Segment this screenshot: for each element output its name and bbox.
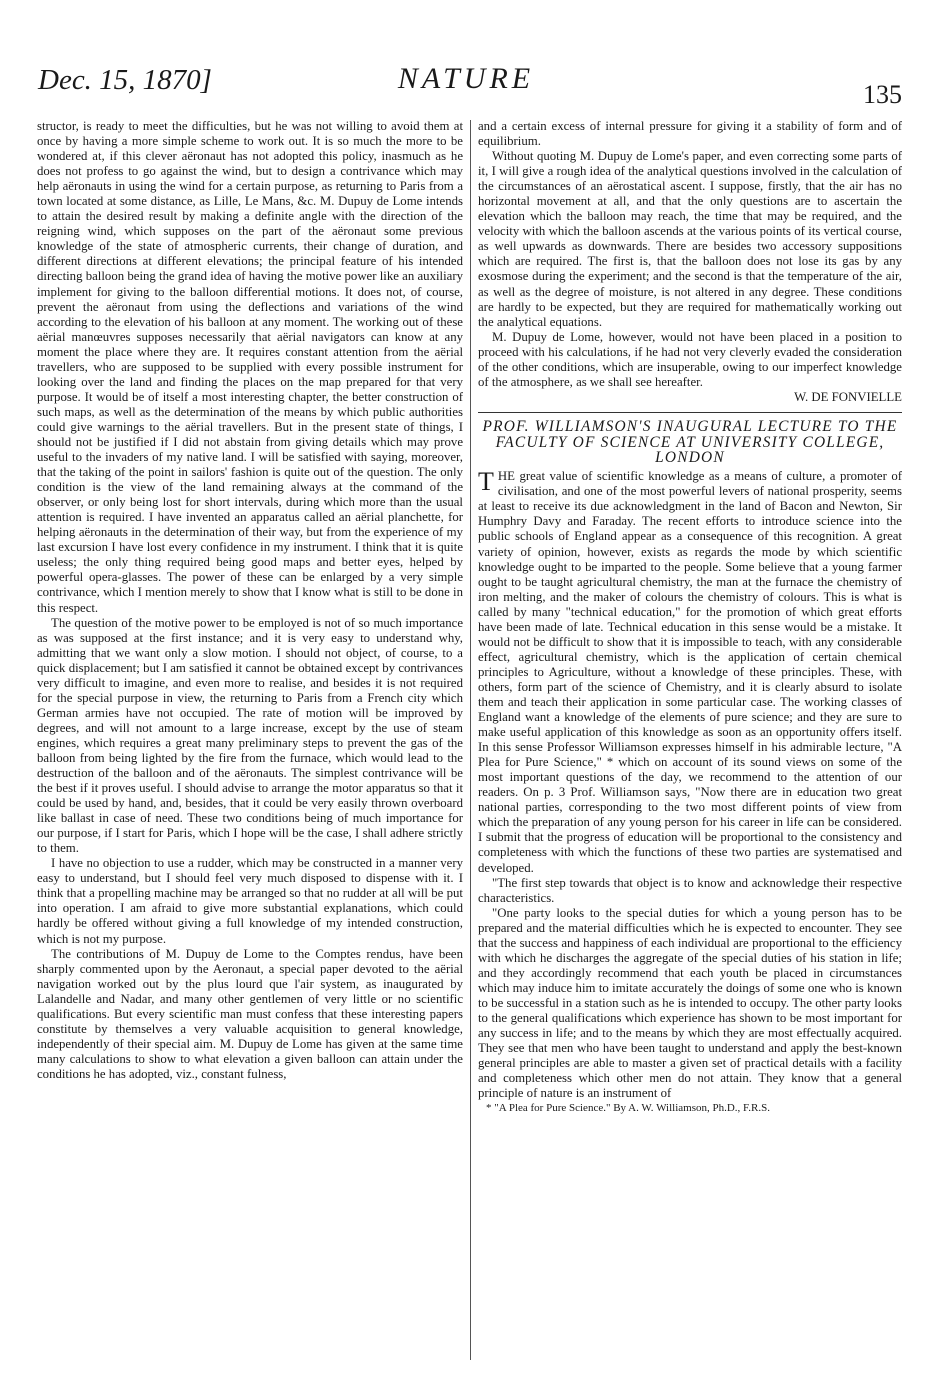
paragraph: "One party looks to the special duties for which a young person has to be prepared and the material difficulties which he is expected to encounter. They see that the success and happiness of each individual are proportional to the efficiency with which he discharges the aggregate of the special duties of his station in life; and they accordingly recommend that each youth be placed in circumstances which may induce him to imitate accurately the doings of some one who is known to be successful in a station such as he is intended to occupy. The other party looks to the general qualifications which experience has shown to be most important for any success in life; and to the means by which they are most effectually acquired. They see that men who have been taught to understand and apply the best-known general principles are able to master a given set of practical details with a facility and completeness which other men do not attain. They know that a general principle of nature is an instrument of — [478, 905, 902, 1101]
paragraph: M. Dupuy de Lome, however, would not have been placed in a position to proceed with his calculations, if he had not very cleverly evaded the consideration of the other conditions, which are insuperable, owing to our imperfect knowledge of the atmosphere, as we shall see hereafter. — [478, 329, 902, 389]
author-signature: W. DE FONVIELLE — [794, 389, 902, 404]
paragraph: structor, is ready to meet the difficulties, but he was not willing to avoid them at once by having a more simple scheme to work out. It is so much the more to be wondered at, if this clever aëronaut has not adopted this policy, inasmuch as he does not profess to go against the wind, but to design a contrivance which may help aëronauts in using the wind for a certain purpose, as returning to Paris from a town located at some distance, as Lille, Le Mans, &c. M. Dupuy de Lome intends to attain the desired result by making a definite angle with the direction of the reigning wind, which supposes on the part of the aëronaut some previous knowledge of the state of atmospheric currents, their change of duration, and different directions at different elevations; the principal feature of his intended directing balloon being the grand idea of having the motive power like an auxiliary implement for giving to the balloon differential motions. It does not, of course, prevent the aëronaut from using the deflections and variations of the wind according to the elevation of his balloon at any moment. The working out of these aërial manœuvres supposes necessarily that aërial navigators can know at any moment the place where they are. It requires constant attention from the aërial travellers, who are supposed to be supplied with every possible instrument for looking over the land and finding the places on the map prepared for that very purpose. It would be of itself a most interesting chapter, the better construction of such maps, as well as the determination of the means by which public authorities could give warnings to the aërial travellers. But in the present state of things, I should not be justified if I did not abstain from giving details which may prove useful to the invaders of my native land. I will be satisfied with saying, moreover, that the taking of the point in sailors' fashion is quite out of the question. The only condition is the view of the land remaining always at the command of the observer, or only being lost for short intervals, during which more than the usual attention is required. I have invented an apparatus called an aërial planchette, for helping aëronauts in the determination of their way, but from the experience of my last excursion I have lost every confidence in my instrument. I think that it is quite useless; the only thing required being good maps and better eyes, helped by powerful opera-glasses. The power of these can be enlarged by a very simple contrivance, which I mention merely to show that I know what is still to be done in this respect. — [37, 119, 463, 615]
paragraph: and a certain excess of internal pressure for giving it a stability of form and of equilibrium. — [478, 119, 902, 149]
paragraph: "The first step towards that object is to know and acknowledge their respective characteristics. — [478, 875, 902, 905]
drop-cap: T — [478, 467, 494, 497]
left-column — [37, 119, 463, 1369]
paragraph — [478, 469, 902, 875]
article-title: PROF. WILLIAMSON'S INAUGURAL LECTURE TO THE FACULTY OF SCIENCE AT UNIVERSITY COLLEGE, LONDON — [482, 417, 898, 467]
right-column — [478, 119, 902, 1369]
paragraph: The contributions of M. Dupuy de Lome to the Comptes rendus, have been sharply commented upon by the Aeronaut, a special paper devoted to the aërial navigation worked out by the plus lourd que l'air system, as inaugurated by Lalandelle and Nadar, and many other gentlemen of very little or no scientific qualifications. But every scientific man must confess that these interesting papers constitute by themselves a very valuable acquisition to general knowledge, independently of their special aim. M. Dupuy de Lome has given at the same time many calculations to show to what elevation a given balloon can attain under the conditions he has adopted, viz., constant fulness, — [37, 946, 463, 1081]
column-divider — [470, 120, 471, 1360]
paragraph: I have no objection to use a rudder, which may be constructed in a manner very easy to understand, but I should feel very much disposed to dispense with it. I think that a propelling machine may be arranged so that no rudder at all will be put into operation. I am afraid to give more substantial explanations, which could hardly be offered without giving a full knowledge of my intended construction, which is not my purpose. — [37, 856, 463, 946]
journal-title: NATURE — [397, 62, 535, 95]
footnote: * "A Plea for Pure Science." By A. W. Williamson, Ph.D., F.R.S. — [486, 1102, 770, 1115]
paragraph: The question of the motive power to be employed is not of so much importance as was supposed at the first instance; and it is very easy to understand why, admitting that we want only a slow motion. I should not object, of course, to a quick displacement; but I am satisfied it cannot be obtained except by contrivances very difficult to imagine, and even more to realise, and besides it is not required for the special purpose in view, the returning to Paris from a French city which German armies have not occupied. The rate of motion will be improved by degrees, and will not amount to a large increase, except by the use of steam engines, which requires a great many preliminary steps to prevent the gas of the balloon from being lighted by the fire from the furnace, which would lead to the destruction of the balloon and of the aëronauts. The simplest contrivance will be the best if it proves useful. I should advise to arrange the motor apparatus so that it could be used by hand, and, besides, that it could be very easily thrown overboard like ballast in case of need. These two conditions being of much importance for our purpose, if I start for Paris, which I hope will be the case, I shall adhere strictly to them. — [37, 615, 463, 856]
page-number: 135 — [863, 80, 902, 109]
issue-date: Dec. 15, 1870] — [38, 64, 212, 96]
paragraph-text: HE great value of scientific knowledge as a means of culture, a promoter of civilisation, and one of the most powerful levers of national prosperity, seems at least to receive its due acknowledgment in the land of Bacon and Newton, Sir Humphry Davy and Faraday. The recent efforts to introduce science into the public schools of England appear as a consequence of this recognition. A great variety of opinion, however, exists as regards the mode by which scientific knowledge ought to be imparted to the people. Some believe that a young farmer ought to be taught agricultural chemistry, the man at the furnace the chemistry of iron melting, and the maker of colours the chemistry of colours. This is what is called by many "technical education," for the promotion of which great efforts have been made of late. Technical education in this sense would be a mistake. It would not be difficult to show that it is impossible to teach, with any considerable effect, agricultural chemistry, which is the application of certain chemical principles to Agriculture, without a knowledge of these principles. These, with others, form part of the science of Chemistry, and it is clearly absurd to isolate them and teach their application in some particular case. The working classes of England want a knowledge of the elements of pure science; and they are sure to make useful application of this knowledge as soon as an opportunity offers itself. In this sense Professor Williamson expresses himself in his admirable lecture, "A Plea for Pure Science," * which on account of its sound views on some of the most important questions of the day, we recommend to the attention of our readers. On p. 3 Prof. Williamson says, "Now there are in education two great national parties, corresponding to the two most different points of view from which the preparation of any young person for his career in life can be considered. I submit that the progress of education will be proportional to the consistency and completeness with which the functions of these two parties are systematised and developed. — [478, 469, 902, 875]
masthead — [0, 0, 932, 118]
paragraph: Without quoting M. Dupuy de Lome's paper, and even correcting some parts of it, I will give a rough idea of the analytical questions involved in the calculation of the circumstances of an aërostatical ascent. I suppose, firstly, that the air has no horizontal movement at all, and that the only questions are to ascertain the elevation which the balloon may reach, the time that may be required, and the velocity with which the balloon ascends at the various points of its vertical course, as well upwards as downwards. There are besides two accessory suppositions which are required. The first is, that the balloon does not lose its gas by any exosmose during the experiment; and the second is that the temperature of the air, as well as the degree of moisture, is not altered in any degree. These conditions are hardly to be expected, but they are required for mathematically working out the analytical equations. — [478, 149, 902, 329]
section-rule — [478, 412, 902, 413]
